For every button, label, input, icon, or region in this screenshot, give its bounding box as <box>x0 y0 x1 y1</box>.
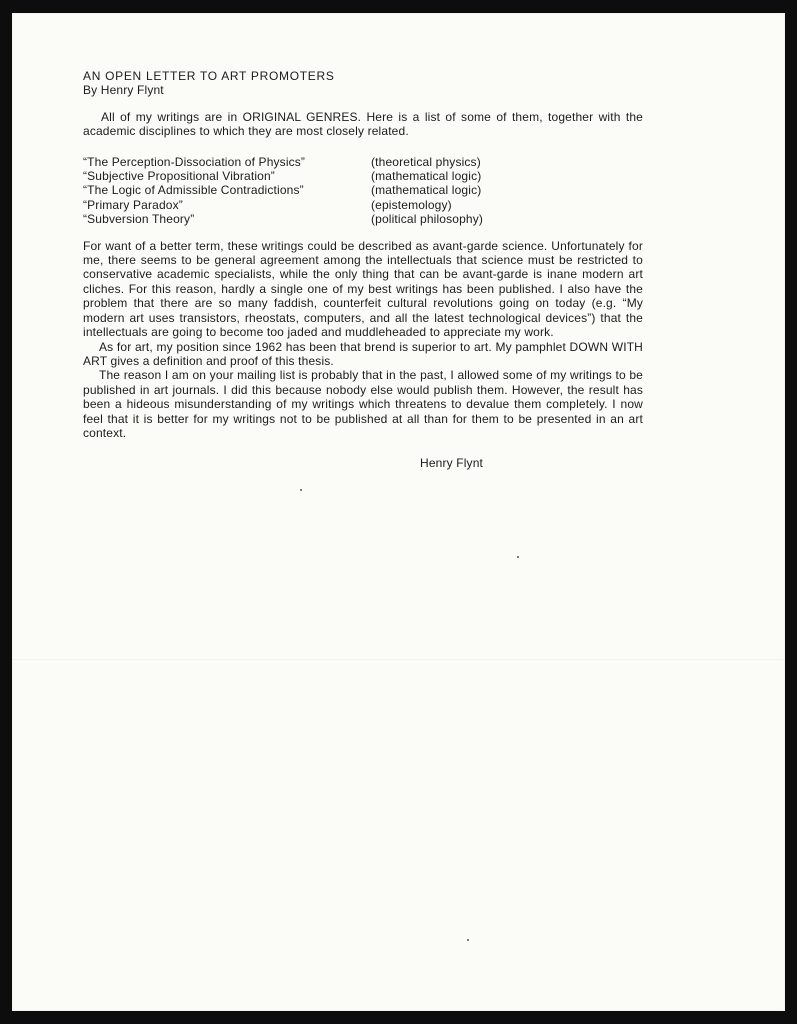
genre-title: “Subjective Propositional Vibration” <box>83 169 275 184</box>
genre-discipline: (theoretical physics) <box>371 154 481 169</box>
genre-title: “The Perception-Dissociation of Physics” <box>83 154 306 169</box>
genre-title: “Subversion Theory” <box>83 212 195 227</box>
genre-title: “Primary Paradox” <box>83 197 183 212</box>
letter-body <box>83 69 643 471</box>
genre-discipline: (epistemology) <box>371 197 452 212</box>
mailing-list-paragraph: The reason I am on your mailing list is probably that in the past, I allowed some of my writings to be published in art journals. I did this because nobody else would publish them. However, the result has been a hideous misunderstanding of my writings which threatens to devalue them completely. I now feel that it is better for my writings not to be published at all than for them to be presented in an art context. <box>83 368 643 440</box>
genre-title: “The Logic of Admissible Contradictions” <box>83 183 304 198</box>
genre-discipline: (mathematical logic) <box>371 169 482 184</box>
genre-discipline: (political philosophy) <box>371 212 484 227</box>
genre-row <box>83 183 643 197</box>
letter-title: AN OPEN LETTER TO ART PROMOTERS <box>83 69 335 83</box>
letter-page <box>12 13 785 1011</box>
paper-fold-line <box>12 659 785 660</box>
paper-speck <box>467 939 469 941</box>
paper-speck <box>300 489 302 491</box>
signature: Henry Flynt <box>420 456 483 471</box>
genre-row <box>83 155 643 169</box>
genre-row <box>83 198 643 212</box>
intro-paragraph: All of my writings are in ORIGINAL GENRES. Here is a list of some of them, together with the academic disciplines to which they are most closely related. <box>83 109 643 139</box>
genre-row <box>83 169 643 183</box>
paper-speck <box>517 556 519 558</box>
letter-paragraphs <box>83 239 643 441</box>
genre-list <box>83 155 643 227</box>
letter-byline: By Henry Flynt <box>83 83 164 98</box>
genre-discipline: (mathematical logic) <box>371 183 482 198</box>
avant-garde-science-paragraph: For want of a better term, these writings could be described as avant-garde science. Unfortunately for me, there seems to be general agreement among the intellectuals that science must be restricted to conservative academic specialists, while the only thing that can be avant-garde is inane modern art cliches. For this reason, hardly a single one of my best writings has been published. I also have the problem that there are so many faddish, counterfeit cultural revolutions going on today (e.g. “My modern art uses transistors, rheostats, computers, and all the latest technological devices”) that the intellectuals are going to become too jaded and muddleheaded to appreciate my work. <box>83 238 643 340</box>
genre-row <box>83 212 643 226</box>
art-position-paragraph: As for art, my position since 1962 has been that brend is superior to art. My pamphlet DOWN WITH ART gives a definition and proof of this thesis. <box>83 339 643 368</box>
